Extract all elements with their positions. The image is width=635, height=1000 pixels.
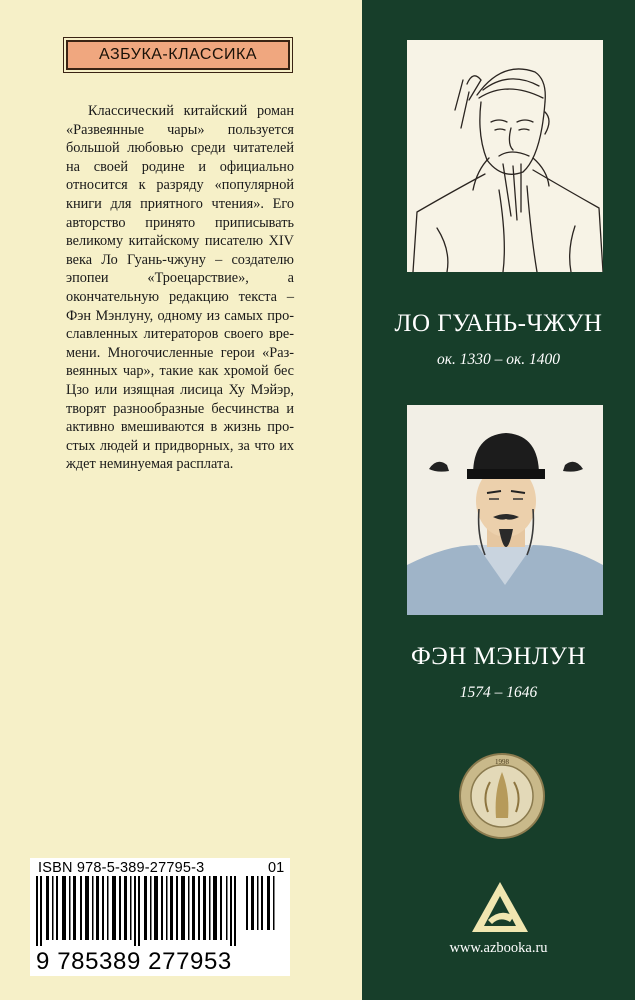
isbn-addon: 01 (268, 860, 285, 876)
barcode-icon (30, 876, 290, 948)
portrait-luo-guanzhong-drawing (407, 40, 603, 272)
author-name-luo-guanzhong: ЛО ГУАНЬ-ЧЖУН (394, 310, 603, 337)
portrait-feng-menglong (407, 405, 603, 615)
book-description: Классический китайский роман «Развеянные чары» пользуется большой любовью среди читателей на своей родине и официально относится к разряду «популярной книги для приятного чтения». Его авторство принято приписывать великому китайскому писателю XIV века Ло Гуань-чжуну – создателю эпопеи «Троецарствие», а окончательную редакцию текста – Фэн Мэнлуну, одному из самых прославленных литераторов своего времени. Многочисленные герои «Развеянных чар», такие как хромой бес Цзо или изящная лисица Ху Мэйэр, творят разнообразные бесчинства и активно вмешиваются в жизнь простых людей и придворных, за что их ждет неминуемая расплата. (66, 103, 294, 473)
medal-year: 1998 (495, 758, 509, 766)
azbuka-logo-icon (468, 880, 532, 934)
author-years-feng-menglong: 1574 – 1646 (459, 684, 538, 701)
author-name-feng-menglong: ФЭН МЭНЛУН (410, 643, 587, 670)
series-label: АЗБУКА-КЛАССИКА (66, 40, 290, 70)
portrait-feng-menglong-drawing (407, 405, 603, 615)
author-years-luo-guanzhong: ок. 1330 – ок. 1400 (436, 351, 560, 368)
barcode-digits: 9 785389 277953 (36, 948, 232, 975)
portrait-luo-guanzhong (407, 40, 603, 272)
isbn-number: ISBN 978-5-389-27795-3 (38, 860, 205, 876)
publisher-url[interactable]: www.azbooka.ru (449, 940, 548, 956)
public-recognition-medal-icon (458, 752, 546, 840)
